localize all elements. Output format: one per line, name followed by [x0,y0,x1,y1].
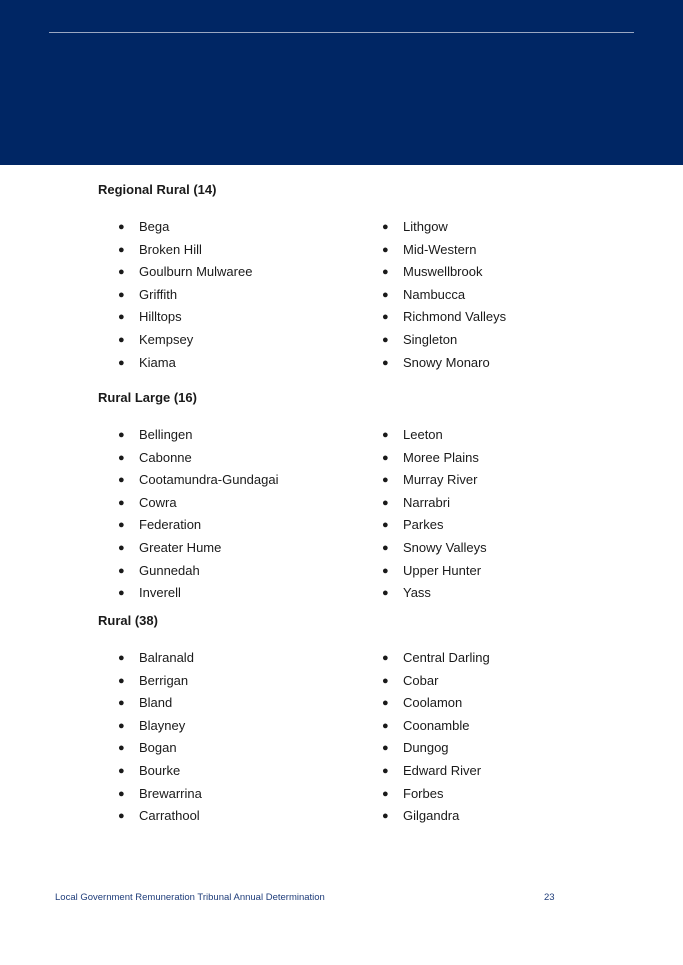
list-item: ● Blayney [118,717,186,733]
bullet-icon: ● [118,652,125,664]
bullet-icon: ● [382,221,389,233]
list-item: ● Hilltops [118,309,182,325]
list-item: ● Gilgandra [382,808,460,824]
list-item: ● Central Darling [382,650,490,665]
bullet-icon: ● [382,519,389,532]
footer-title: Local Government Remuneration Tribunal Annual Determination [55,892,325,903]
list-item: ● Singleton [382,331,458,347]
list-item: ● Federation [118,517,202,533]
list-item: ● Kempsey [118,331,194,347]
bullet-icon: ● [118,541,125,554]
bullet-icon: ● [118,266,125,279]
bullet-icon: ● [118,719,125,732]
list-item: ● Inverell [118,585,181,601]
list-item: ● Coonamble [382,717,470,733]
list-item: ● Cabonne [118,449,192,465]
bullet-icon: ● [118,221,125,233]
list-item: ● Yass [382,585,431,601]
list-item: ● Carrathool [118,808,200,824]
bullet-icon: ● [382,742,389,755]
list-item: ● Moree Plains [382,449,479,465]
list-item: ● Balranald [118,650,194,665]
list-item: ● Upper Hunter [382,562,482,578]
list-item: ● Mid-Western [382,241,477,257]
bullet-icon: ● [118,243,125,256]
page-number: 23 [544,892,555,903]
list-item: ● Narrabri [382,494,450,510]
list-item: ● Snowy Monaro [382,354,490,370]
list-item: ● Broken Hill [118,241,202,257]
bullet-icon: ● [118,787,125,800]
bullet-icon: ● [118,519,125,532]
list-item: ● Gunnedah [118,562,200,578]
list-item: ● Cowra [118,494,177,510]
bullet-icon: ● [118,288,125,301]
rural-large-list-right [382,427,487,608]
section-heading-rural-large: Rural Large (16) [98,390,197,405]
rural-list-left [118,650,202,831]
bullet-icon: ● [382,496,389,509]
bullet-icon: ● [382,429,389,441]
bullet-icon: ● [118,810,125,823]
list-item: ● Cootamundra-Gundagai [118,472,279,488]
bullet-icon: ● [382,356,389,369]
list-item: ● Muswellbrook [382,264,483,280]
bullet-icon: ● [382,810,389,823]
bullet-icon: ● [118,564,125,577]
list-item: ● Snowy Valleys [382,539,487,555]
list-item: ● Bland [118,695,173,711]
bullet-icon: ● [382,674,389,687]
bullet-icon: ● [382,652,389,664]
bullet-icon: ● [382,474,389,487]
bullet-icon: ● [382,764,389,777]
regional-rural-list-left [118,219,252,377]
bullet-icon: ● [118,742,125,755]
list-item: ● Parkes [382,517,444,533]
list-item: ● Bega [118,219,170,234]
bullet-icon: ● [382,288,389,301]
header-band [0,0,683,165]
bullet-icon: ● [118,429,125,441]
bullet-icon: ● [118,474,125,487]
bullet-icon: ● [382,587,389,600]
section-heading-regional-rural: Regional Rural (14) [98,182,217,197]
bullet-icon: ● [118,311,125,324]
bullet-icon: ● [382,787,389,800]
list-item: ● Forbes [382,785,444,801]
bullet-icon: ● [118,451,125,464]
list-item: ● Greater Hume [118,539,222,555]
list-item: ● Leeton [382,427,443,442]
bullet-icon: ● [118,697,125,710]
list-item: ● Edward River [382,762,482,778]
bullet-icon: ● [382,266,389,279]
rural-list-right [382,650,490,831]
rural-large-list-left [118,427,278,608]
bullet-icon: ● [118,496,125,509]
bullet-icon: ● [382,451,389,464]
section-heading-rural: Rural (38) [98,613,158,628]
bullet-icon: ● [382,333,389,346]
list-item: ● Lithgow [382,219,448,234]
list-item: ● Bogan [118,740,177,756]
bullet-icon: ● [118,333,125,346]
bullet-icon: ● [118,674,125,687]
list-item: ● Bourke [118,762,181,778]
list-item: ● Dungog [382,740,449,756]
bullet-icon: ● [382,719,389,732]
bullet-icon: ● [118,764,125,777]
bullet-icon: ● [382,697,389,710]
list-item: ● Berrigan [118,672,189,688]
list-item: ● Coolamon [382,695,463,711]
bullet-icon: ● [382,564,389,577]
bullet-icon: ● [382,311,389,324]
bullet-icon: ● [382,541,389,554]
list-item: ● Bellingen [118,427,193,442]
bullet-icon: ● [118,587,125,600]
list-item: ● Goulburn Mulwaree [118,264,253,280]
bullet-icon: ● [382,243,389,256]
list-item: ● Cobar [382,672,439,688]
list-item: ● Brewarrina [118,785,202,801]
list-item: ● Kiama [118,354,176,370]
list-item: ● Nambucca [382,286,466,302]
list-item: ● Griffith [118,286,178,302]
bullet-icon: ● [118,356,125,369]
list-item: ● Richmond Valleys [382,309,507,325]
header-rule [49,32,634,33]
list-item: ● Murray River [382,472,478,488]
regional-rural-list-right [382,219,506,377]
